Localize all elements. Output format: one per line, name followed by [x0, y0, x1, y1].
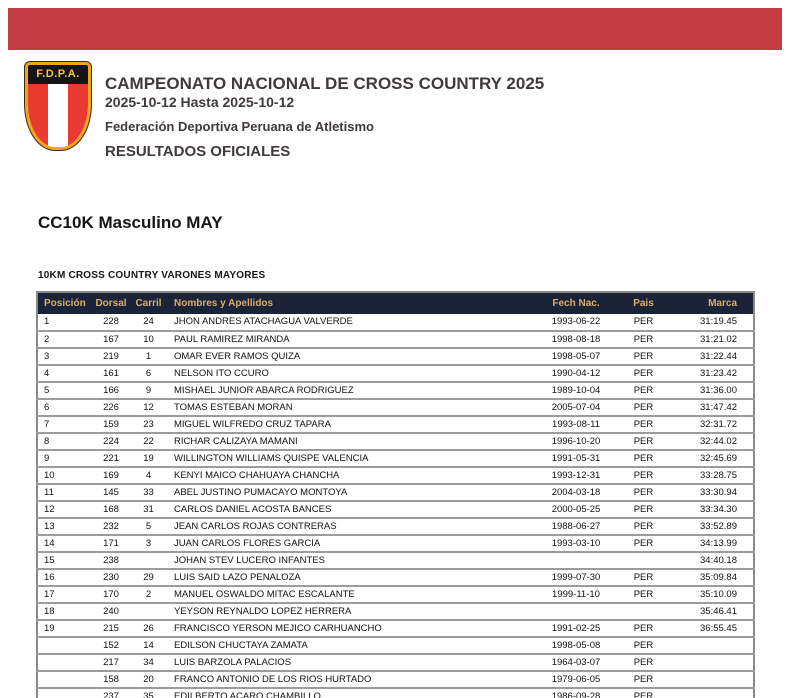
cell-fecha-nac: 1993-12-31 — [541, 467, 611, 484]
report-header — [25, 62, 790, 160]
cell-posicion: 7 — [37, 416, 91, 433]
race-subtitle: 10KM CROSS COUNTRY VARONES MAYORES — [38, 269, 266, 281]
cell-marca: 32:45.69 — [676, 450, 754, 467]
results-label: RESULTADOS OFICIALES — [105, 142, 291, 160]
cell-fecha-nac: 1999-11-10 — [541, 586, 611, 603]
header-titles — [105, 62, 544, 160]
cell-pais: PER — [611, 382, 676, 399]
cell-pais: PER — [611, 501, 676, 518]
peru-flag-stripes — [28, 84, 88, 147]
cell-dorsal: 152 — [91, 637, 131, 654]
cell-posicion: 19 — [37, 620, 91, 637]
cell-dorsal: 169 — [91, 467, 131, 484]
cell-posicion: 3 — [37, 348, 91, 365]
cell-nombres-apellidos: MIGUEL WILFREDO CRUZ TAPARA — [166, 416, 541, 433]
cell-pais: PER — [611, 331, 676, 348]
cell-pais — [611, 603, 676, 620]
cell-carril: 22 — [131, 433, 166, 450]
cell-nombres-apellidos: CARLOS DANIEL ACOSTA BANCES — [166, 501, 541, 518]
cell-dorsal: 237 — [91, 688, 131, 698]
cell-posicion — [37, 688, 91, 698]
cell-pais: PER — [611, 620, 676, 637]
cell-nombres-apellidos: EDILSON CHUCTAYA ZAMATA — [166, 637, 541, 654]
cell-marca: 32:31.72 — [676, 416, 754, 433]
cell-nombres-apellidos: LUIS SAID LAZO PENALOZA — [166, 569, 541, 586]
cell-nombres-apellidos: EDILBERTO ACARO CHAMBILLO — [166, 688, 541, 698]
cell-pais: PER — [611, 450, 676, 467]
cell-carril: 33 — [131, 484, 166, 501]
table-row — [37, 569, 754, 586]
cell-carril — [131, 603, 166, 620]
cell-marca: 31:21.02 — [676, 331, 754, 348]
table-row — [37, 654, 754, 671]
cell-nombres-apellidos: JEAN CARLOS ROJAS CONTRERAS — [166, 518, 541, 535]
cell-fecha-nac: 1964-03-07 — [541, 654, 611, 671]
cell-posicion: 2 — [37, 331, 91, 348]
cell-posicion: 17 — [37, 586, 91, 603]
event-title: CC10K Masculino MAY — [38, 212, 223, 232]
cell-dorsal: 232 — [91, 518, 131, 535]
cell-fecha-nac: 1986-09-28 — [541, 688, 611, 698]
cell-pais: PER — [611, 535, 676, 552]
cell-marca: 35:46.41 — [676, 603, 754, 620]
cell-nombres-apellidos: JOHAN STEV LUCERO INFANTES — [166, 552, 541, 569]
cell-fecha-nac — [541, 552, 611, 569]
cell-fecha-nac: 1993-06-22 — [541, 314, 611, 331]
cell-nombres-apellidos: RICHAR CALIZAYA MAMANI — [166, 433, 541, 450]
table-row — [37, 382, 754, 399]
col-header-marca: Marca — [708, 297, 737, 309]
cell-nombres-apellidos: KENYI MAICO CHAHUAYA CHANCHA — [166, 467, 541, 484]
cell-dorsal: 167 — [91, 331, 131, 348]
table-row — [37, 348, 754, 365]
cell-dorsal: 240 — [91, 603, 131, 620]
table-header-row — [37, 292, 754, 314]
cell-posicion — [37, 654, 91, 671]
cell-posicion: 10 — [37, 467, 91, 484]
cell-carril: 34 — [131, 654, 166, 671]
cell-fecha-nac: 1998-05-07 — [541, 348, 611, 365]
table-row — [37, 484, 754, 501]
table-row — [37, 501, 754, 518]
cell-dorsal: 221 — [91, 450, 131, 467]
cell-carril: 6 — [131, 365, 166, 382]
fdpa-logo — [25, 62, 91, 150]
table-row — [37, 688, 754, 698]
top-banner — [8, 8, 782, 50]
cell-marca: 33:52.89 — [676, 518, 754, 535]
col-header-fecha-nac: Fech Nac. — [552, 297, 600, 309]
table-row — [37, 552, 754, 569]
cell-nombres-apellidos: OMAR EVER RAMOS QUIZA — [166, 348, 541, 365]
cell-pais: PER — [611, 671, 676, 688]
cell-dorsal: 145 — [91, 484, 131, 501]
cell-pais: PER — [611, 399, 676, 416]
cell-nombres-apellidos: FRANCISCO YERSON MEJICO CARHUANCHO — [166, 620, 541, 637]
table-row — [37, 416, 754, 433]
cell-carril: 35 — [131, 688, 166, 698]
cell-carril: 23 — [131, 416, 166, 433]
flag-stripe-white — [48, 84, 68, 147]
cell-marca — [676, 671, 754, 688]
cell-posicion: 9 — [37, 450, 91, 467]
cell-dorsal: 158 — [91, 671, 131, 688]
cell-carril: 26 — [131, 620, 166, 637]
cell-fecha-nac: 1979-06-05 — [541, 671, 611, 688]
cell-nombres-apellidos: FRANCO ANTONIO DE LOS RIOS HURTADO — [166, 671, 541, 688]
cell-nombres-apellidos: JUAN CARLOS FLORES GARCIA — [166, 535, 541, 552]
table-row — [37, 450, 754, 467]
cell-carril: 31 — [131, 501, 166, 518]
cell-pais: PER — [611, 688, 676, 698]
cell-marca: 34:40.18 — [676, 552, 754, 569]
table-row — [37, 586, 754, 603]
cell-marca: 35:09.84 — [676, 569, 754, 586]
cell-pais: PER — [611, 314, 676, 331]
cell-posicion: 4 — [37, 365, 91, 382]
cell-fecha-nac: 2005-07-04 — [541, 399, 611, 416]
cell-marca — [676, 688, 754, 698]
cell-dorsal: 171 — [91, 535, 131, 552]
cell-dorsal: 166 — [91, 382, 131, 399]
cell-dorsal: 219 — [91, 348, 131, 365]
cell-dorsal: 215 — [91, 620, 131, 637]
cell-marca: 33:30.94 — [676, 484, 754, 501]
table-row — [37, 671, 754, 688]
cell-carril: 29 — [131, 569, 166, 586]
cell-fecha-nac: 1993-03-10 — [541, 535, 611, 552]
cell-nombres-apellidos: MANUEL OSWALDO MITAC ESCALANTE — [166, 586, 541, 603]
col-header-posicion: Posición — [44, 297, 86, 309]
cell-pais: PER — [611, 654, 676, 671]
cell-posicion: 13 — [37, 518, 91, 535]
table-row — [37, 433, 754, 450]
cell-carril: 1 — [131, 348, 166, 365]
table-row — [37, 331, 754, 348]
cell-marca: 35:10.09 — [676, 586, 754, 603]
cell-dorsal: 217 — [91, 654, 131, 671]
cell-marca: 33:28.75 — [676, 467, 754, 484]
cell-carril: 14 — [131, 637, 166, 654]
cell-marca: 31:47.42 — [676, 399, 754, 416]
cell-marca: 32:44.02 — [676, 433, 754, 450]
table-row — [37, 314, 754, 331]
cell-dorsal: 224 — [91, 433, 131, 450]
cell-pais: PER — [611, 467, 676, 484]
cell-fecha-nac: 2004-03-18 — [541, 484, 611, 501]
cell-dorsal: 230 — [91, 569, 131, 586]
date-range: 2025-10-12 Hasta 2025-10-12 — [105, 93, 295, 110]
cell-marca: 31:23.42 — [676, 365, 754, 382]
cell-posicion — [37, 671, 91, 688]
cell-nombres-apellidos: TOMAS ESTEBAN MORAN — [166, 399, 541, 416]
cell-dorsal: 161 — [91, 365, 131, 382]
cell-pais: PER — [611, 569, 676, 586]
cell-marca: 36:55.45 — [676, 620, 754, 637]
cell-nombres-apellidos: LUIS BARZOLA PALACIOS — [166, 654, 541, 671]
col-header-dorsal: Dorsal — [95, 297, 127, 309]
cell-posicion — [37, 637, 91, 654]
cell-pais: PER — [611, 433, 676, 450]
cell-posicion: 14 — [37, 535, 91, 552]
cell-carril: 19 — [131, 450, 166, 467]
cell-fecha-nac: 1998-05-08 — [541, 637, 611, 654]
cell-marca — [676, 654, 754, 671]
table-row — [37, 467, 754, 484]
cell-nombres-apellidos: WILLINGTON WILLIAMS QUISPE VALENCIA — [166, 450, 541, 467]
cell-posicion: 11 — [37, 484, 91, 501]
cell-marca — [676, 637, 754, 654]
cell-nombres-apellidos: PAUL RAMIREZ MIRANDA — [166, 331, 541, 348]
cell-carril: 3 — [131, 535, 166, 552]
championship-title: CAMPEONATO NACIONAL DE CROSS COUNTRY 2025 — [105, 74, 545, 93]
cell-nombres-apellidos: NELSON ITO CCURO — [166, 365, 541, 382]
cell-nombres-apellidos: YEYSON REYNALDO LOPEZ HERRERA — [166, 603, 541, 620]
cell-carril: 10 — [131, 331, 166, 348]
federation-name: Federación Deportiva Peruana de Atletismo — [105, 118, 374, 134]
cell-pais: PER — [611, 348, 676, 365]
cell-posicion: 8 — [37, 433, 91, 450]
table-row — [37, 620, 754, 637]
col-header-carril: Carril — [135, 297, 162, 309]
cell-pais: PER — [611, 416, 676, 433]
results-table — [36, 291, 755, 698]
cell-fecha-nac: 1991-05-31 — [541, 450, 611, 467]
cell-marca: 33:34.30 — [676, 501, 754, 518]
cell-carril — [131, 552, 166, 569]
cell-posicion: 5 — [37, 382, 91, 399]
flag-stripe-red-right — [68, 84, 88, 147]
cell-posicion: 1 — [37, 314, 91, 331]
cell-fecha-nac: 1990-04-12 — [541, 365, 611, 382]
table-row — [37, 535, 754, 552]
cell-fecha-nac: 1999-07-30 — [541, 569, 611, 586]
cell-carril: 9 — [131, 382, 166, 399]
cell-posicion: 12 — [37, 501, 91, 518]
cell-marca: 34:13.99 — [676, 535, 754, 552]
table-row — [37, 399, 754, 416]
col-header-pais: Pais — [633, 297, 654, 309]
table-row — [37, 518, 754, 535]
table-row — [37, 603, 754, 620]
cell-dorsal: 170 — [91, 586, 131, 603]
cell-dorsal: 228 — [91, 314, 131, 331]
cell-fecha-nac: 2000-05-25 — [541, 501, 611, 518]
cell-nombres-apellidos: JHON ANDRES ATACHAGUA VALVERDE — [166, 314, 541, 331]
cell-carril: 5 — [131, 518, 166, 535]
cell-marca: 31:22.44 — [676, 348, 754, 365]
cell-carril: 24 — [131, 314, 166, 331]
table-row — [37, 637, 754, 654]
cell-nombres-apellidos: ABEL JUSTINO PUMACAYO MONTOYA — [166, 484, 541, 501]
cell-dorsal: 238 — [91, 552, 131, 569]
cell-posicion: 18 — [37, 603, 91, 620]
cell-fecha-nac: 1998-08-18 — [541, 331, 611, 348]
cell-pais — [611, 552, 676, 569]
cell-fecha-nac: 1996-10-20 — [541, 433, 611, 450]
cell-pais: PER — [611, 637, 676, 654]
table-row — [37, 365, 754, 382]
cell-pais: PER — [611, 518, 676, 535]
flag-stripe-red-left — [28, 84, 48, 147]
cell-fecha-nac — [541, 603, 611, 620]
cell-marca: 31:36.00 — [676, 382, 754, 399]
cell-pais: PER — [611, 586, 676, 603]
cell-pais: PER — [611, 484, 676, 501]
cell-carril: 4 — [131, 467, 166, 484]
cell-fecha-nac: 1988-06-27 — [541, 518, 611, 535]
col-header-nombres-apellidos: Nombres y Apellidos — [174, 297, 274, 309]
cell-carril: 2 — [131, 586, 166, 603]
cell-fecha-nac: 1989-10-04 — [541, 382, 611, 399]
cell-marca: 31:19.45 — [676, 314, 754, 331]
cell-pais: PER — [611, 365, 676, 382]
fdpa-logo-text: F.D.P.A. — [28, 65, 88, 84]
cell-posicion: 15 — [37, 552, 91, 569]
cell-posicion: 16 — [37, 569, 91, 586]
cell-fecha-nac: 1993-08-11 — [541, 416, 611, 433]
cell-posicion: 6 — [37, 399, 91, 416]
cell-dorsal: 159 — [91, 416, 131, 433]
cell-fecha-nac: 1991-02-25 — [541, 620, 611, 637]
cell-dorsal: 168 — [91, 501, 131, 518]
cell-dorsal: 226 — [91, 399, 131, 416]
cell-carril: 12 — [131, 399, 166, 416]
cell-carril: 20 — [131, 671, 166, 688]
cell-nombres-apellidos: MISHAEL JUNIOR ABARCA RODRIGUEZ — [166, 382, 541, 399]
